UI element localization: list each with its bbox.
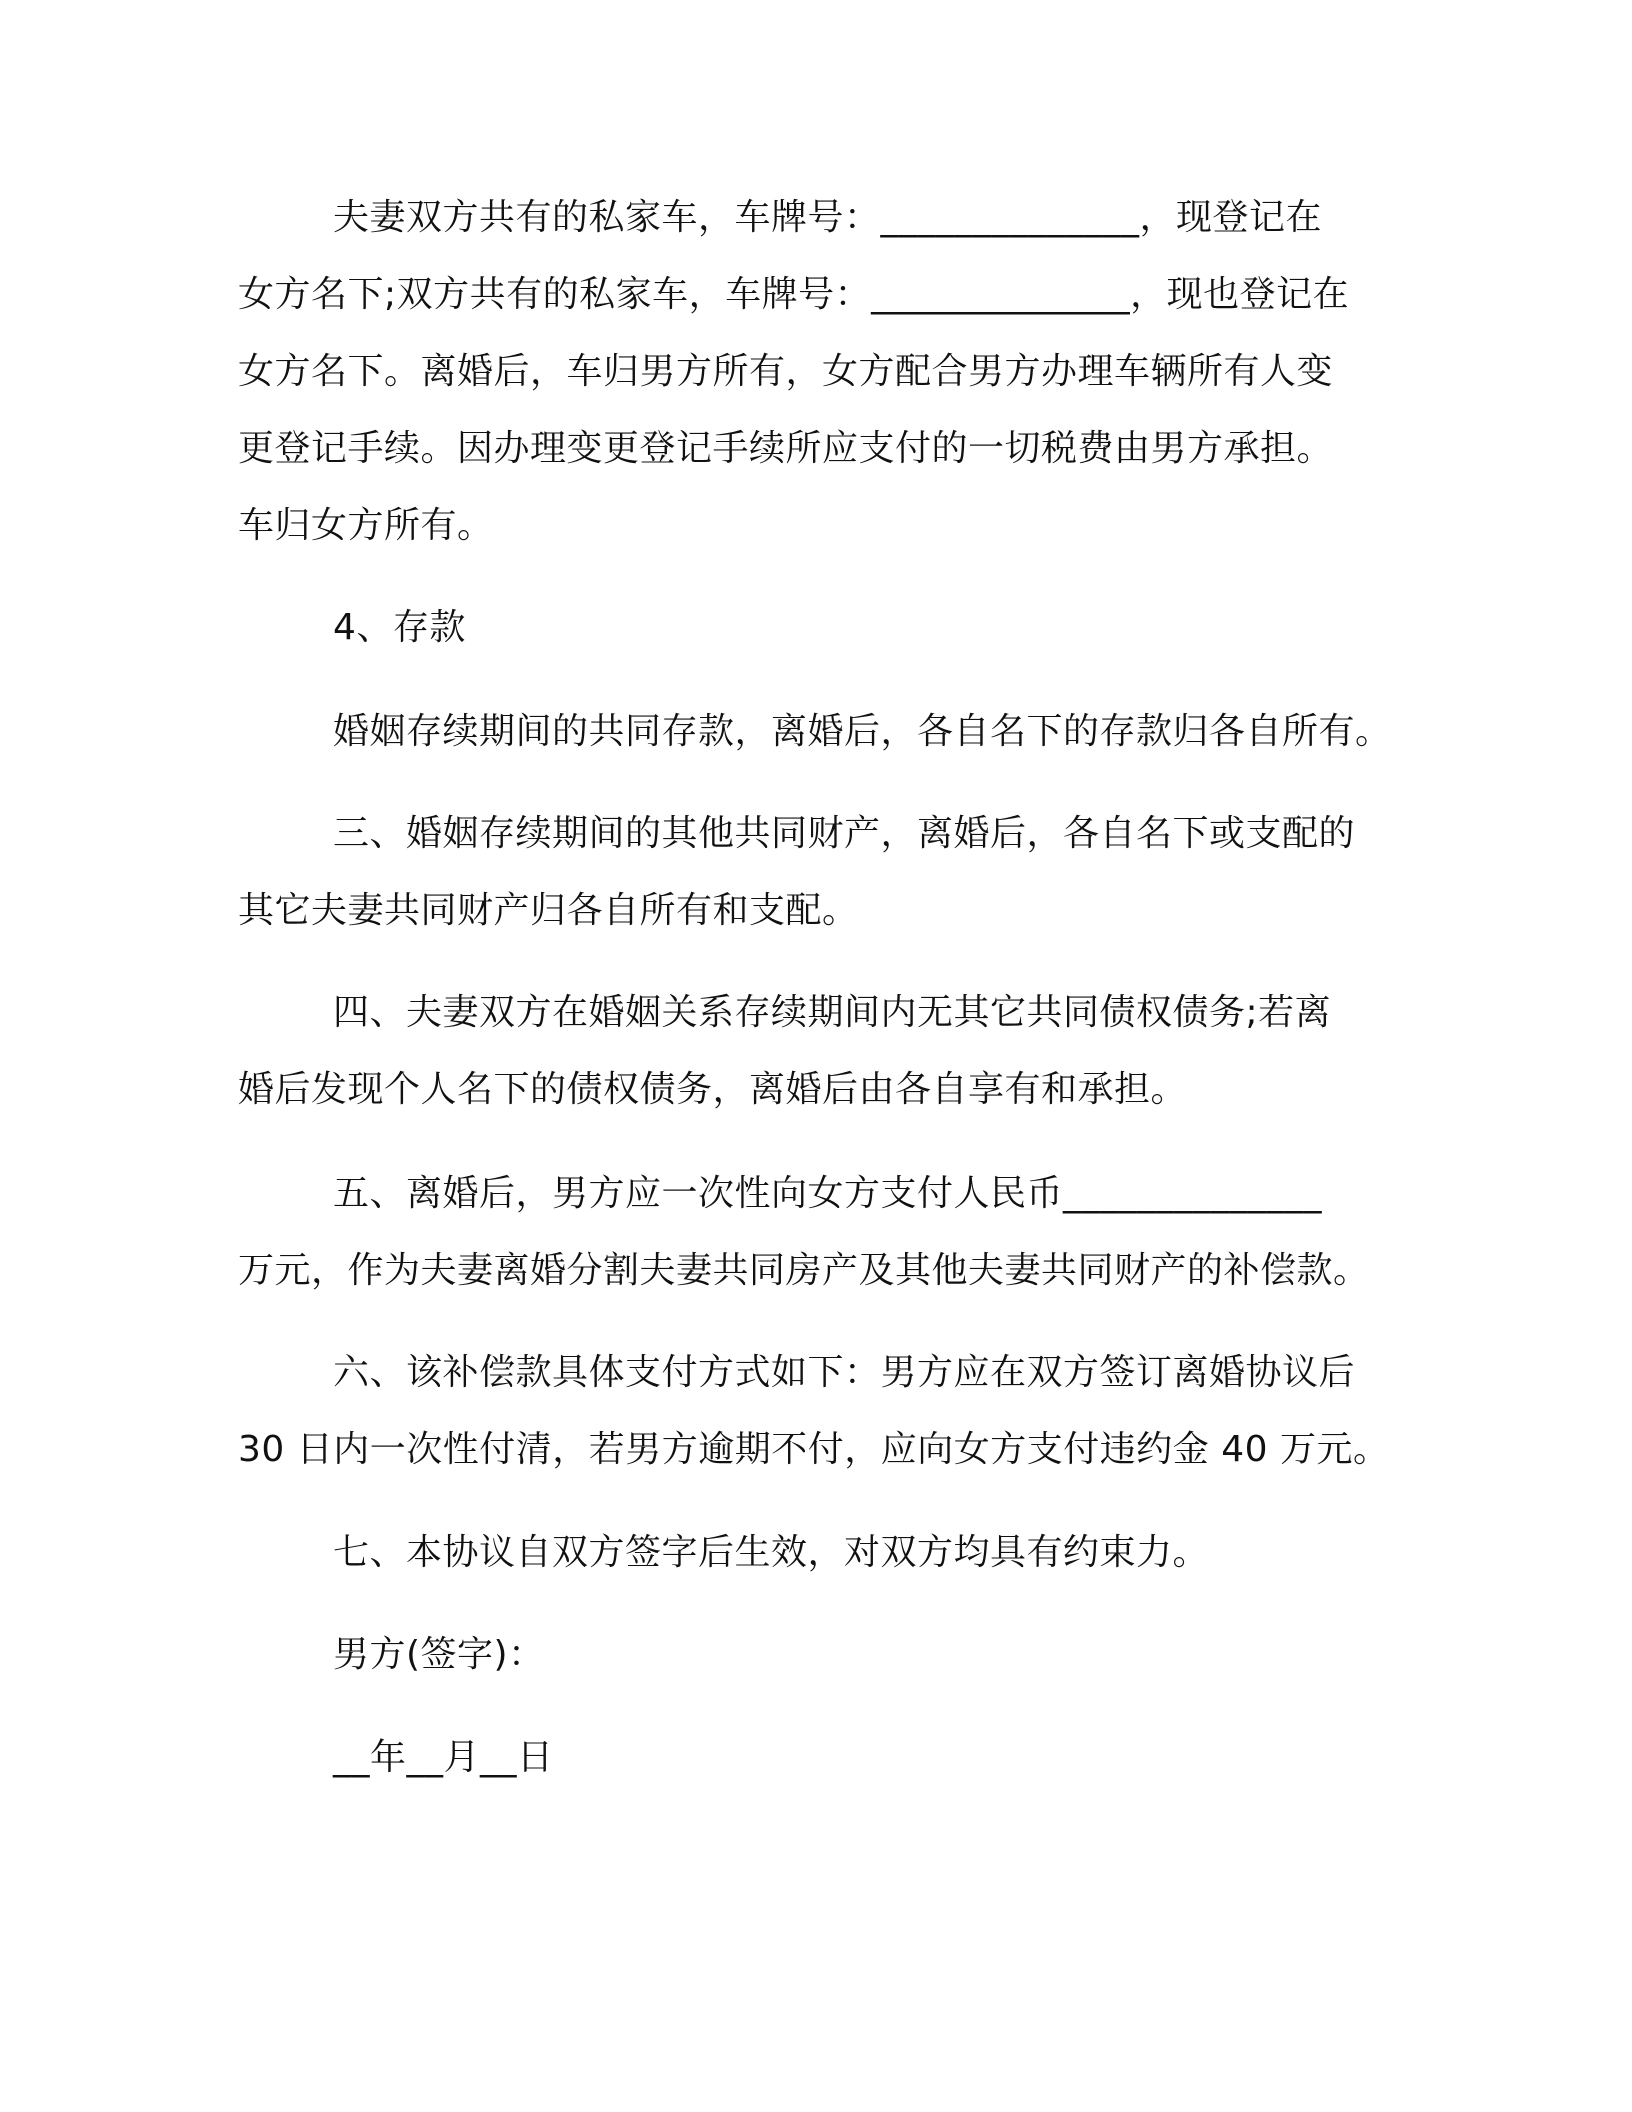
section-four-line-2: 婚后发现个人名下的债权债务，离婚后由各自享有和承担。 — [238, 1069, 1188, 1110]
paragraph-car-line-1: 夫妻双方共有的私家车，车牌号：______________，现登记在 — [333, 197, 1323, 238]
section-seven: 七、本协议自双方签字后生效，对双方均具有约束力。 — [333, 1532, 1210, 1573]
paragraph-car-line-2: 女方名下;双方共有的私家车，车牌号：______________，现也登记在 — [238, 274, 1350, 315]
signature-label-male: 男方(签字)： — [333, 1634, 545, 1675]
section-four-line-1: 四、夫妻双方在婚姻关系存续期间内无其它共同债权债务;若离 — [333, 992, 1332, 1033]
signature-date: __年__月__日 — [333, 1737, 554, 1778]
paragraph-deposits: 婚姻存续期间的共同存款，离婚后，各自名下的存款归各自所有。 — [333, 711, 1392, 752]
section-five-line-2: 万元，作为夫妻离婚分割夫妻共同房产及其他夫妻共同财产的补偿款。 — [238, 1250, 1370, 1291]
paragraph-car-line-5: 车归女方所有。 — [238, 505, 494, 546]
section-six-line-2: 30 日内一次性付清，若男方逾期不付，应向女方支付违约金 40 万元。 — [238, 1429, 1390, 1470]
section-six-line-1: 六、该补偿款具体支付方式如下：男方应在双方签订离婚协议后 — [333, 1352, 1356, 1393]
paragraph-car-line-3: 女方名下。离婚后，车归男方所有，女方配合男方办理车辆所有人变 — [238, 351, 1334, 392]
section-three-line-1: 三、婚姻存续期间的其他共同财产，离婚后，各自名下或支配的 — [333, 813, 1356, 854]
section-three-line-2: 其它夫妻共同财产归各自所有和支配。 — [238, 890, 859, 931]
paragraph-car-line-4: 更登记手续。因办理变更登记手续所应支付的一切税费由男方承担。 — [238, 428, 1334, 469]
section-five-line-1: 五、离婚后，男方应一次性向女方支付人民币______________ — [333, 1173, 1323, 1214]
section-heading-deposits: 4、存款 — [333, 607, 466, 648]
